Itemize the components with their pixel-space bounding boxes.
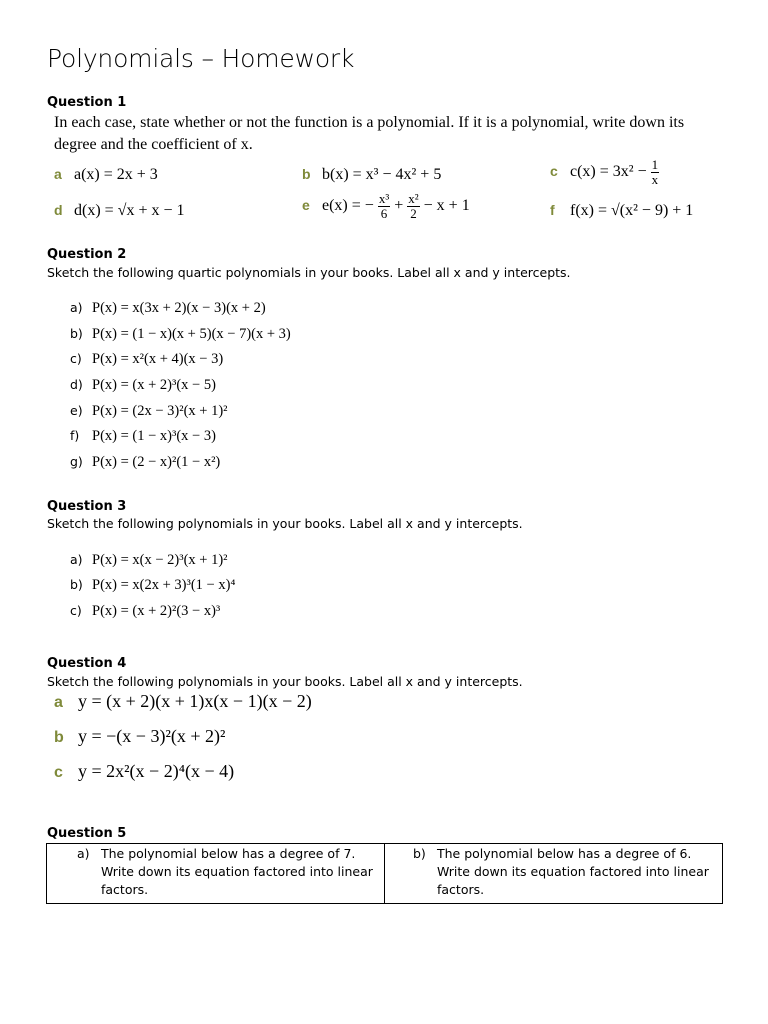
item-label: c [550,163,558,180]
list-item: a) P(x) = x(x − 2)³(x + 1)² [70,552,228,568]
item-expression: f(x) = √(x² − 9) + 1 [570,202,694,219]
list-item: b) P(x) = x(2x + 3)³(1 − x)⁴ [70,577,236,593]
fraction: $\frac{\text{x³}}{6}$ [378,191,390,221]
question-5-table [46,843,723,904]
item-expression: c(x) = 3x² − [570,163,647,181]
question-1-heading: Question 1 [47,95,127,110]
list-item: b y = −(x − 3)²(x + 2)² [54,726,226,746]
question-5-heading: Question 5 [47,826,127,841]
fraction: $\frac{\text{x²}}{2}$ [408,191,419,221]
item-expression: a(x) = 2x + 3 [74,166,158,183]
list-item: c y = 2x²(x − 2)⁴(x − 4) [54,761,235,781]
list-item: e) P(x) = (2x − 3)²(x + 1)² [70,403,228,419]
question-4-heading: Question 4 [47,656,127,671]
table-cell: a) The polynomial below has a degree of 7. Write down its equation factored into linear factors. [47,844,385,904]
question-2-text: Sketch the following quartic polynomials in your books. Label all x and y intercepts. [47,265,571,280]
list-item: d) P(x) = (x + 2)³(x − 5) [70,377,216,393]
q1-item-d [54,202,185,220]
item-label: d [54,202,63,218]
item-expression: b(x) = x³ − 4x² + 5 [322,166,442,183]
list-item: a y = (x + 2)(x + 1)x(x − 1)(x − 2) [54,691,312,711]
item-expression: e(x) = − [322,197,374,215]
question-2-heading: Question 2 [47,247,127,262]
list-item: c) P(x) = x²(x + 4)(x − 3) [70,351,224,367]
table-row [47,844,723,904]
fraction: $\frac{1}{x}$ [651,157,659,187]
item-label: f [550,202,555,218]
item-label: e [302,197,310,214]
page-title: Polynomials – Homework [47,44,355,73]
q1-item-f [550,202,693,220]
question-4-text: Sketch the following polynomials in your books. Label all x and y intercepts. [47,674,523,689]
question-3-text: Sketch the following polynomials in your books. Label all x and y intercepts. [47,516,523,531]
question-3-heading: Question 3 [47,499,127,514]
list-item: g) P(x) = (2 − x)²(1 − x²) [70,454,221,470]
item-expression: d(x) = √x + x − 1 [74,202,185,219]
q1-item-b [302,166,441,184]
q1-item-e: e e(x) = − $\frac{\text{x³}}{6}$ + $\frac{\text{x²}}{2}$ − x + 1 [302,191,470,221]
item-label: a [54,166,62,182]
question-1-intro: In each case, state whether or not the function is a polynomial. If it is a polynomial, write down its degree and the coefficient of x. [54,114,685,153]
q1-item-a [54,166,158,184]
table-cell: b) The polynomial below has a degree of 6. Write down its equation factored into linear factors. [385,844,723,904]
list-item: b) P(x) = (1 − x)(x + 5)(x − 7)(x + 3) [70,326,291,342]
item-label: b [302,166,311,182]
q1-item-c [550,158,659,187]
list-item: a) P(x) = x(3x + 2)(x − 3)(x + 2) [70,300,266,316]
list-item: c) P(x) = (x + 2)²(3 − x)³ [70,603,221,619]
list-item: f) P(x) = (1 − x)³(x − 3) [70,428,216,444]
